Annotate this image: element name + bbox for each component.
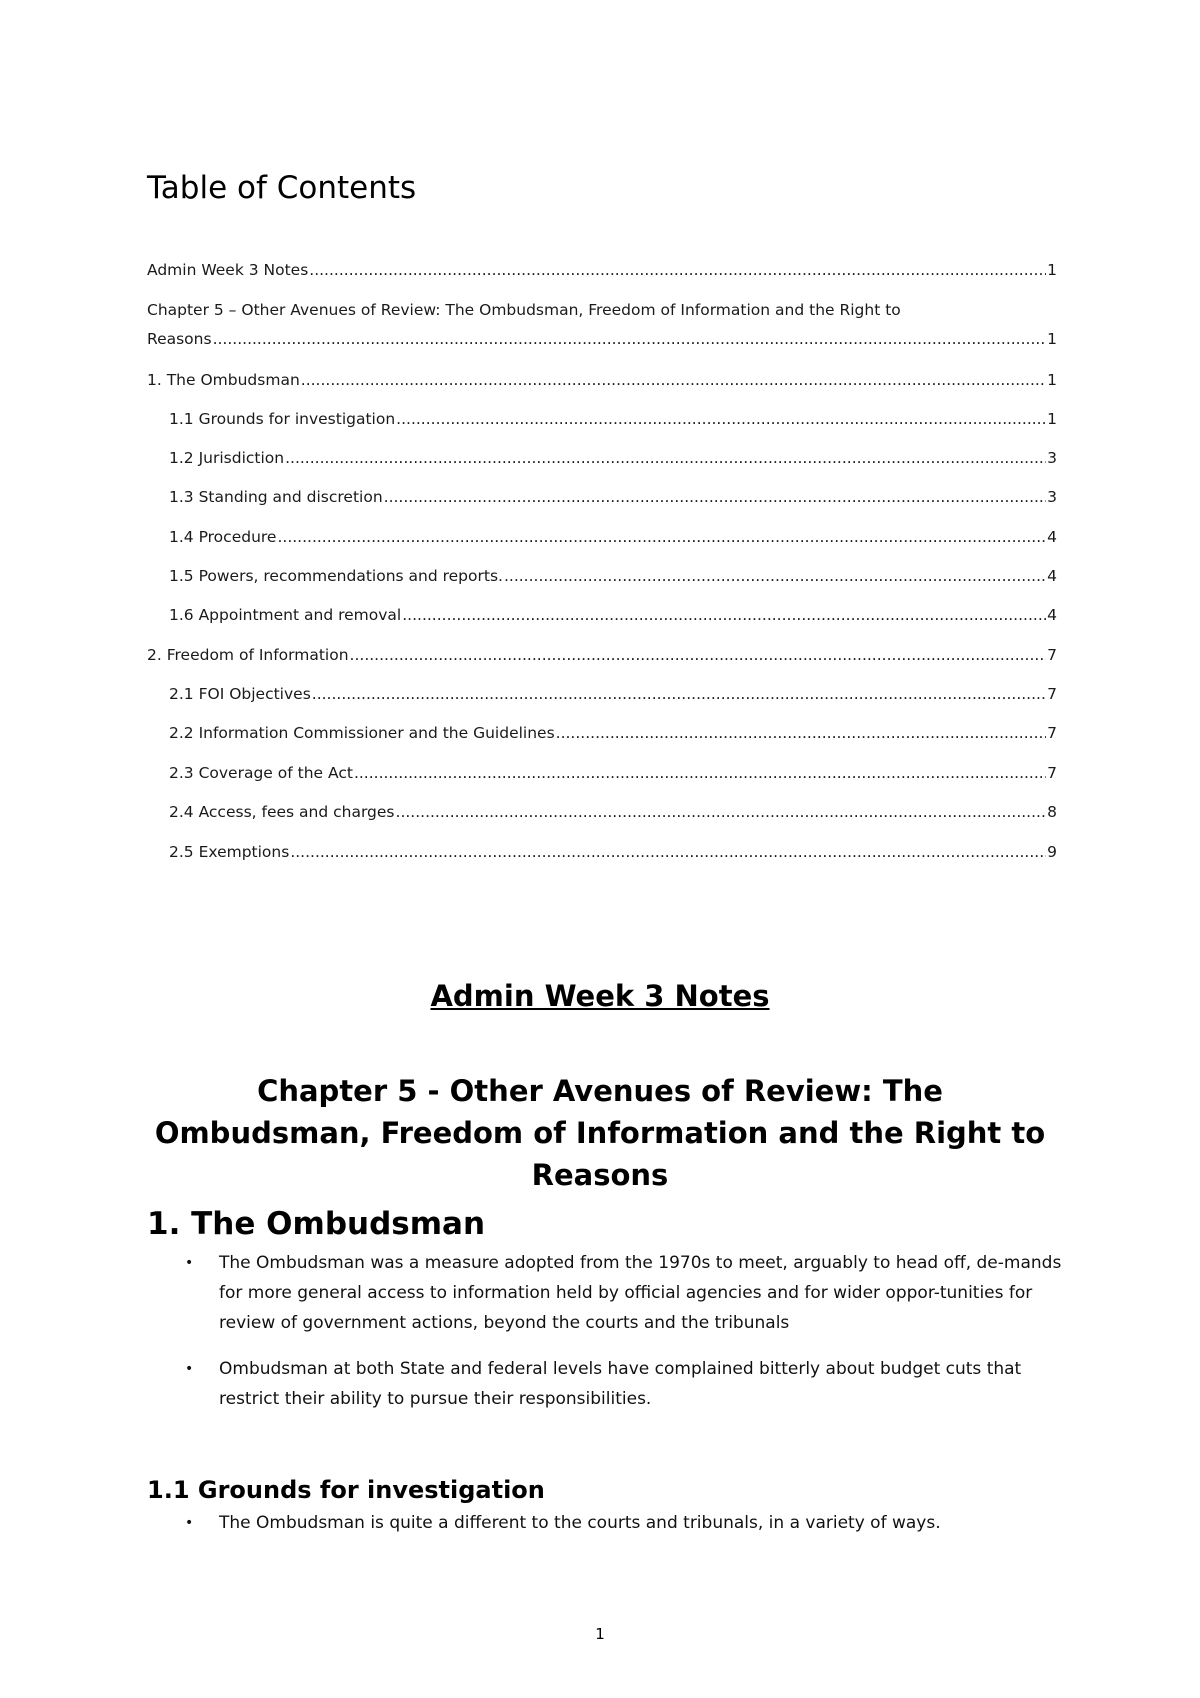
bullet-icon: • xyxy=(185,1255,194,1271)
toc-entry-label: 2. Freedom of Information xyxy=(147,646,349,664)
toc-leader-dots xyxy=(290,840,1046,864)
bullet-icon: • xyxy=(185,1515,194,1531)
toc-entry-page: 3 xyxy=(1047,449,1057,467)
toc-entry-label: 2.3 Coverage of the Act xyxy=(169,764,353,782)
toc-leader-dots xyxy=(504,564,1046,588)
toc-leader-dots xyxy=(213,327,1047,351)
toc-entry-label: 1.1 Grounds for investigation xyxy=(169,410,396,428)
toc-entry[interactable] xyxy=(147,368,1057,392)
subsection-heading: 1.1 Grounds for investigation xyxy=(147,1476,545,1504)
toc-entry-label: Admin Week 3 Notes xyxy=(147,261,309,279)
toc-leader-dots xyxy=(285,446,1046,470)
toc-entry-page: 8 xyxy=(1047,803,1057,821)
toc-entry[interactable] xyxy=(169,840,1057,864)
toc-entry-label: 1.4 Procedure xyxy=(169,528,277,546)
toc-entry-page: 4 xyxy=(1047,606,1057,624)
toc-entry-page: 7 xyxy=(1047,685,1057,703)
toc-leader-dots xyxy=(301,368,1046,392)
toc-entry-page: 4 xyxy=(1047,528,1057,546)
toc-entry[interactable] xyxy=(169,525,1057,549)
bullet-icon: • xyxy=(185,1361,194,1377)
toc-entry[interactable] xyxy=(147,643,1057,667)
bullet-text: Ombudsman at both State and federal levels have complained bitterly about budget cuts that restrict their ability to pursue their responsibilities. xyxy=(219,1359,1022,1409)
document-title: Admin Week 3 Notes xyxy=(430,979,770,1013)
toc-entry-label: 1.5 Powers, recommendations and reports. xyxy=(169,567,503,585)
toc-entry-label: 2.4 Access, fees and charges xyxy=(169,803,395,821)
toc-entry-label-first-line[interactable]: Chapter 5 – Other Avenues of Review: The Ombudsman, Freedom of Information and the Right to xyxy=(147,301,901,319)
toc-entry-page: 3 xyxy=(1047,488,1057,506)
subsection-bullet-list xyxy=(185,1508,1065,1554)
toc-entry-label: 1. The Ombudsman xyxy=(147,371,300,389)
toc-leader-dots xyxy=(350,643,1047,667)
bullet-item xyxy=(185,1354,1065,1414)
toc-leader-dots xyxy=(396,407,1046,431)
toc-entry[interactable] xyxy=(169,407,1057,431)
page-number: 1 xyxy=(595,1625,605,1643)
toc-entry-label: 2.5 Exemptions xyxy=(169,843,290,861)
toc-entry[interactable] xyxy=(169,800,1057,824)
toc-entry-page: 9 xyxy=(1047,843,1057,861)
toc-leader-dots xyxy=(354,761,1046,785)
toc-entry[interactable] xyxy=(169,721,1057,745)
toc-entry-label: Reasons xyxy=(147,330,212,348)
toc-leader-dots xyxy=(312,682,1046,706)
toc-entry-page: 7 xyxy=(1047,724,1057,742)
toc-entry[interactable] xyxy=(169,485,1057,509)
section-bullet-list xyxy=(185,1248,1065,1430)
toc-entry[interactable] xyxy=(147,258,1057,282)
toc-entry-label: 2.2 Information Commissioner and the Guidelines xyxy=(169,724,555,742)
toc-entry-page: 1 xyxy=(1047,261,1057,279)
toc-entry[interactable] xyxy=(147,327,1057,351)
toc-leader-dots xyxy=(384,485,1046,509)
section-heading: 1. The Ombudsman xyxy=(147,1206,486,1242)
toc-entry[interactable] xyxy=(169,761,1057,785)
toc-entry[interactable] xyxy=(169,564,1057,588)
toc-leader-dots xyxy=(309,258,1046,282)
toc-entry-page: 1 xyxy=(1047,371,1057,389)
toc-entry-label: 1.2 Jurisdiction xyxy=(169,449,285,467)
toc-entry[interactable] xyxy=(169,446,1057,470)
toc-entry-page: 4 xyxy=(1047,567,1057,585)
toc-leader-dots xyxy=(556,721,1046,745)
toc-leader-dots xyxy=(402,603,1046,627)
toc-entry-page: 1 xyxy=(1047,330,1057,348)
toc-entry-page: 1 xyxy=(1047,410,1057,428)
toc-entry-label: 1.3 Standing and discretion xyxy=(169,488,383,506)
toc-entry-page: 7 xyxy=(1047,646,1057,664)
bullet-item xyxy=(185,1508,1065,1538)
toc-leader-dots xyxy=(277,525,1046,549)
toc-entry[interactable] xyxy=(169,603,1057,627)
toc-entry-label: 2.1 FOI Objectives xyxy=(169,685,311,703)
toc-leader-dots xyxy=(396,800,1047,824)
toc-entry-label: 1.6 Appointment and removal xyxy=(169,606,402,624)
bullet-text: The Ombudsman is quite a different to the courts and tribunals, in a variety of ways. xyxy=(219,1513,941,1533)
toc-entry[interactable] xyxy=(169,682,1057,706)
toc-title: Table of Contents xyxy=(147,170,417,206)
toc-entry-page: 7 xyxy=(1047,764,1057,782)
bullet-item xyxy=(185,1248,1065,1338)
chapter-title: Chapter 5 - Other Avenues of Review: The Ombudsman, Freedom of Information and the Right to Reasons xyxy=(154,1074,1046,1192)
bullet-text: The Ombudsman was a measure adopted from the 1970s to meet, arguably to head off, de-mands for more general access to information held by official agencies and for wider oppor-tunities for review of government actions, beyond the courts and the tribunals xyxy=(219,1253,1062,1333)
